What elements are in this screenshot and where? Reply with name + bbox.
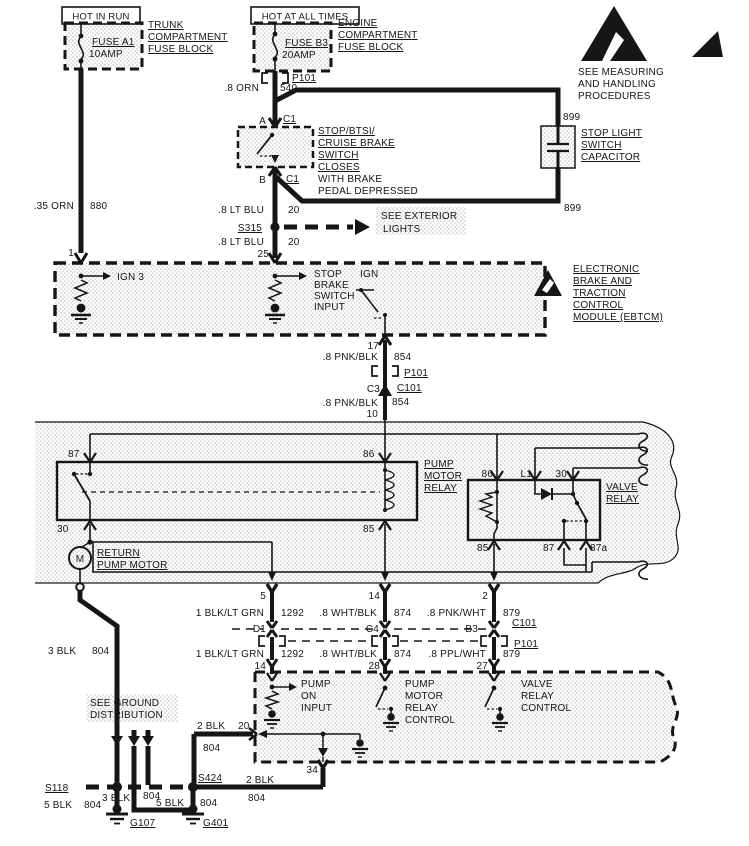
motor-m-label: M — [75, 554, 85, 565]
svg-text:SWITCH: SWITCH — [581, 140, 622, 151]
svg-text:RELAY: RELAY — [424, 483, 458, 494]
svg-text:CRUISE BRAKE: CRUISE BRAKE — [318, 138, 395, 149]
svg-text:FUSE BLOCK: FUSE BLOCK — [338, 42, 404, 53]
svg-text:20: 20 — [288, 205, 300, 216]
svg-text:27: 27 — [476, 661, 488, 672]
svg-text:D1: D1 — [252, 624, 266, 635]
svg-text:804: 804 — [143, 791, 161, 802]
svg-text:SEE GROUND: SEE GROUND — [90, 698, 160, 709]
svg-text:86: 86 — [481, 469, 493, 480]
svg-text:PROCEDURES: PROCEDURES — [578, 91, 651, 102]
svg-text:874: 874 — [394, 608, 412, 619]
svg-text:.35 ORN: .35 ORN — [33, 201, 74, 212]
svg-text:ON: ON — [301, 691, 317, 702]
svg-text:87: 87 — [543, 543, 555, 554]
svg-text:20AMP: 20AMP — [282, 50, 316, 61]
svg-text:BRAKE AND: BRAKE AND — [573, 276, 633, 287]
svg-text:.8 WHT/BLK: .8 WHT/BLK — [319, 608, 377, 619]
svg-text:85: 85 — [363, 524, 375, 535]
svg-text:COMPARTMENT: COMPARTMENT — [148, 32, 228, 43]
ground-g401-label: G401 — [203, 818, 229, 829]
svg-text:1292: 1292 — [281, 649, 305, 660]
svg-text:BRAKE: BRAKE — [314, 280, 349, 291]
svg-text:C101: C101 — [397, 383, 422, 394]
svg-text:STOP/BTSI/: STOP/BTSI/ — [318, 126, 375, 137]
svg-text:IGN: IGN — [360, 269, 379, 280]
svg-text:VALVE: VALVE — [521, 679, 553, 690]
svg-text:17: 17 — [367, 341, 379, 352]
svg-text:5 BLK: 5 BLK — [44, 800, 73, 811]
svg-text:PEDAL DEPRESSED: PEDAL DEPRESSED — [318, 186, 418, 197]
svg-text:IGN 3: IGN 3 — [117, 272, 145, 283]
svg-text:804: 804 — [92, 646, 110, 657]
svg-text:P101: P101 — [404, 368, 429, 379]
svg-text:899: 899 — [564, 203, 582, 214]
svg-text:2: 2 — [482, 591, 488, 602]
svg-text:5: 5 — [260, 591, 266, 602]
svg-text:85: 85 — [477, 543, 489, 554]
svg-text:CONTROL: CONTROL — [573, 300, 624, 311]
svg-text:B3: B3 — [465, 624, 478, 635]
svg-text:804: 804 — [84, 800, 102, 811]
connector-c101-icon — [378, 384, 392, 396]
svg-text:WITH BRAKE: WITH BRAKE — [318, 174, 383, 185]
svg-text:VALVE: VALVE — [606, 482, 638, 493]
svg-text:20: 20 — [288, 237, 300, 248]
svg-text:1 BLK/LT GRN: 1 BLK/LT GRN — [195, 649, 264, 660]
svg-text:30: 30 — [555, 469, 567, 480]
svg-text:COMPARTMENT: COMPARTMENT — [338, 30, 418, 41]
svg-text:CAPACITOR: CAPACITOR — [581, 152, 641, 163]
svg-text:C4: C4 — [365, 624, 379, 635]
splice-s118-label: S118 — [45, 783, 69, 794]
svg-text:RELAY: RELAY — [606, 494, 640, 505]
esd-warning-icon — [581, 6, 723, 61]
svg-text:SEE EXTERIOR: SEE EXTERIOR — [381, 211, 458, 222]
svg-text:20: 20 — [238, 721, 250, 732]
svg-text:879: 879 — [503, 608, 521, 619]
svg-text:INPUT: INPUT — [314, 302, 345, 313]
svg-text:540: 540 — [280, 83, 298, 94]
svg-text:2 BLK: 2 BLK — [246, 775, 275, 786]
svg-text:.8 PNK/BLK: .8 PNK/BLK — [322, 398, 378, 409]
svg-text:899: 899 — [563, 112, 581, 123]
svg-text:MOTOR: MOTOR — [424, 471, 463, 482]
svg-text:854: 854 — [394, 352, 412, 363]
svg-text:MODULE (EBTCM): MODULE (EBTCM) — [573, 312, 664, 323]
svg-text:.8 PPL/WHT: .8 PPL/WHT — [428, 649, 486, 660]
svg-text:874: 874 — [394, 649, 412, 660]
svg-text:PUMP: PUMP — [424, 459, 454, 470]
svg-text:CONTROL: CONTROL — [521, 703, 572, 714]
hot-in-run-label: HOT IN RUN — [72, 11, 130, 23]
svg-text:STOP LIGHT: STOP LIGHT — [581, 128, 643, 139]
svg-text:RELAY: RELAY — [521, 691, 555, 702]
svg-text:804: 804 — [203, 743, 221, 754]
svg-text:1 BLK/LT GRN: 1 BLK/LT GRN — [195, 608, 264, 619]
fuse-b3-label: FUSE B3 — [285, 38, 329, 49]
svg-text:14: 14 — [254, 661, 266, 672]
svg-text:C1: C1 — [283, 114, 297, 125]
svg-text:86: 86 — [363, 449, 375, 460]
svg-text:.8 PNK/WHT: .8 PNK/WHT — [426, 608, 486, 619]
splice-s315 — [270, 222, 279, 231]
svg-text:L1: L1 — [520, 469, 532, 480]
svg-text:SWITCH: SWITCH — [314, 291, 355, 302]
svg-text:5 BLK: 5 BLK — [156, 798, 185, 809]
svg-text:.8 WHT/BLK: .8 WHT/BLK — [319, 649, 377, 660]
svg-text:LIGHTS: LIGHTS — [383, 224, 421, 235]
svg-text:.8 ORN: .8 ORN — [224, 83, 259, 94]
svg-text:ENGINE: ENGINE — [338, 18, 378, 29]
svg-text:C3: C3 — [366, 384, 380, 395]
svg-text:TRUNK: TRUNK — [148, 20, 184, 31]
svg-text:1: 1 — [68, 248, 74, 259]
svg-text:.8 LT BLU: .8 LT BLU — [218, 205, 264, 216]
svg-text:30: 30 — [57, 524, 69, 535]
svg-text:TRACTION: TRACTION — [573, 288, 626, 299]
svg-text:.8 LT BLU: .8 LT BLU — [218, 237, 264, 248]
svg-text:25: 25 — [257, 249, 269, 260]
svg-text:3 BLK: 3 BLK — [102, 793, 131, 804]
hot-at-all-times-label: HOT AT ALL TIMES — [261, 11, 349, 23]
svg-text:PUMP MOTOR: PUMP MOTOR — [97, 560, 168, 571]
ground-g107-label: G107 — [130, 818, 156, 829]
svg-text:SEE MEASURING: SEE MEASURING — [578, 67, 664, 78]
svg-text:PUMP: PUMP — [301, 679, 331, 690]
svg-text:3 BLK: 3 BLK — [48, 646, 77, 657]
svg-text:B: B — [259, 175, 266, 186]
svg-text:804: 804 — [248, 793, 266, 804]
svg-text:879: 879 — [503, 649, 521, 660]
svg-text:PUMP: PUMP — [405, 679, 435, 690]
svg-text:804: 804 — [200, 798, 218, 809]
svg-text:STOP: STOP — [314, 269, 342, 280]
splice-s315-label: S315 — [237, 223, 262, 234]
svg-text:854: 854 — [392, 397, 410, 408]
svg-text:MOTOR: MOTOR — [405, 691, 444, 702]
svg-text:CLOSES: CLOSES — [318, 162, 360, 173]
svg-text:C1: C1 — [286, 174, 300, 185]
svg-text:CONTROL: CONTROL — [405, 715, 456, 726]
svg-text:10AMP: 10AMP — [89, 49, 123, 60]
svg-text:14: 14 — [368, 591, 380, 602]
svg-text:880: 880 — [90, 201, 108, 212]
svg-text:28: 28 — [368, 661, 380, 672]
svg-text:FUSE BLOCK: FUSE BLOCK — [148, 44, 214, 55]
svg-text:A: A — [259, 116, 266, 127]
svg-text:RELAY: RELAY — [405, 703, 439, 714]
svg-text:2 BLK: 2 BLK — [197, 721, 226, 732]
splice-s424-label: S424 — [198, 773, 223, 784]
svg-text:10: 10 — [366, 409, 378, 420]
svg-text:INPUT: INPUT — [301, 703, 332, 714]
svg-text:RETURN: RETURN — [97, 548, 140, 559]
svg-text:P101: P101 — [514, 639, 539, 650]
svg-text:C101: C101 — [512, 618, 537, 629]
svg-text:.8 PNK/BLK: .8 PNK/BLK — [322, 352, 378, 363]
svg-text:SWITCH: SWITCH — [318, 150, 359, 161]
svg-text:87: 87 — [68, 449, 80, 460]
svg-text:ELECTRONIC: ELECTRONIC — [573, 264, 640, 275]
svg-text:34: 34 — [306, 765, 318, 776]
svg-text:87a: 87a — [590, 543, 608, 554]
svg-text:1292: 1292 — [281, 608, 305, 619]
svg-text:AND HANDLING: AND HANDLING — [578, 79, 656, 90]
svg-text:DISTRIBUTION: DISTRIBUTION — [90, 710, 163, 721]
fuse-a1-label: FUSE A1 — [92, 37, 135, 48]
svg-text:P101: P101 — [292, 73, 317, 84]
